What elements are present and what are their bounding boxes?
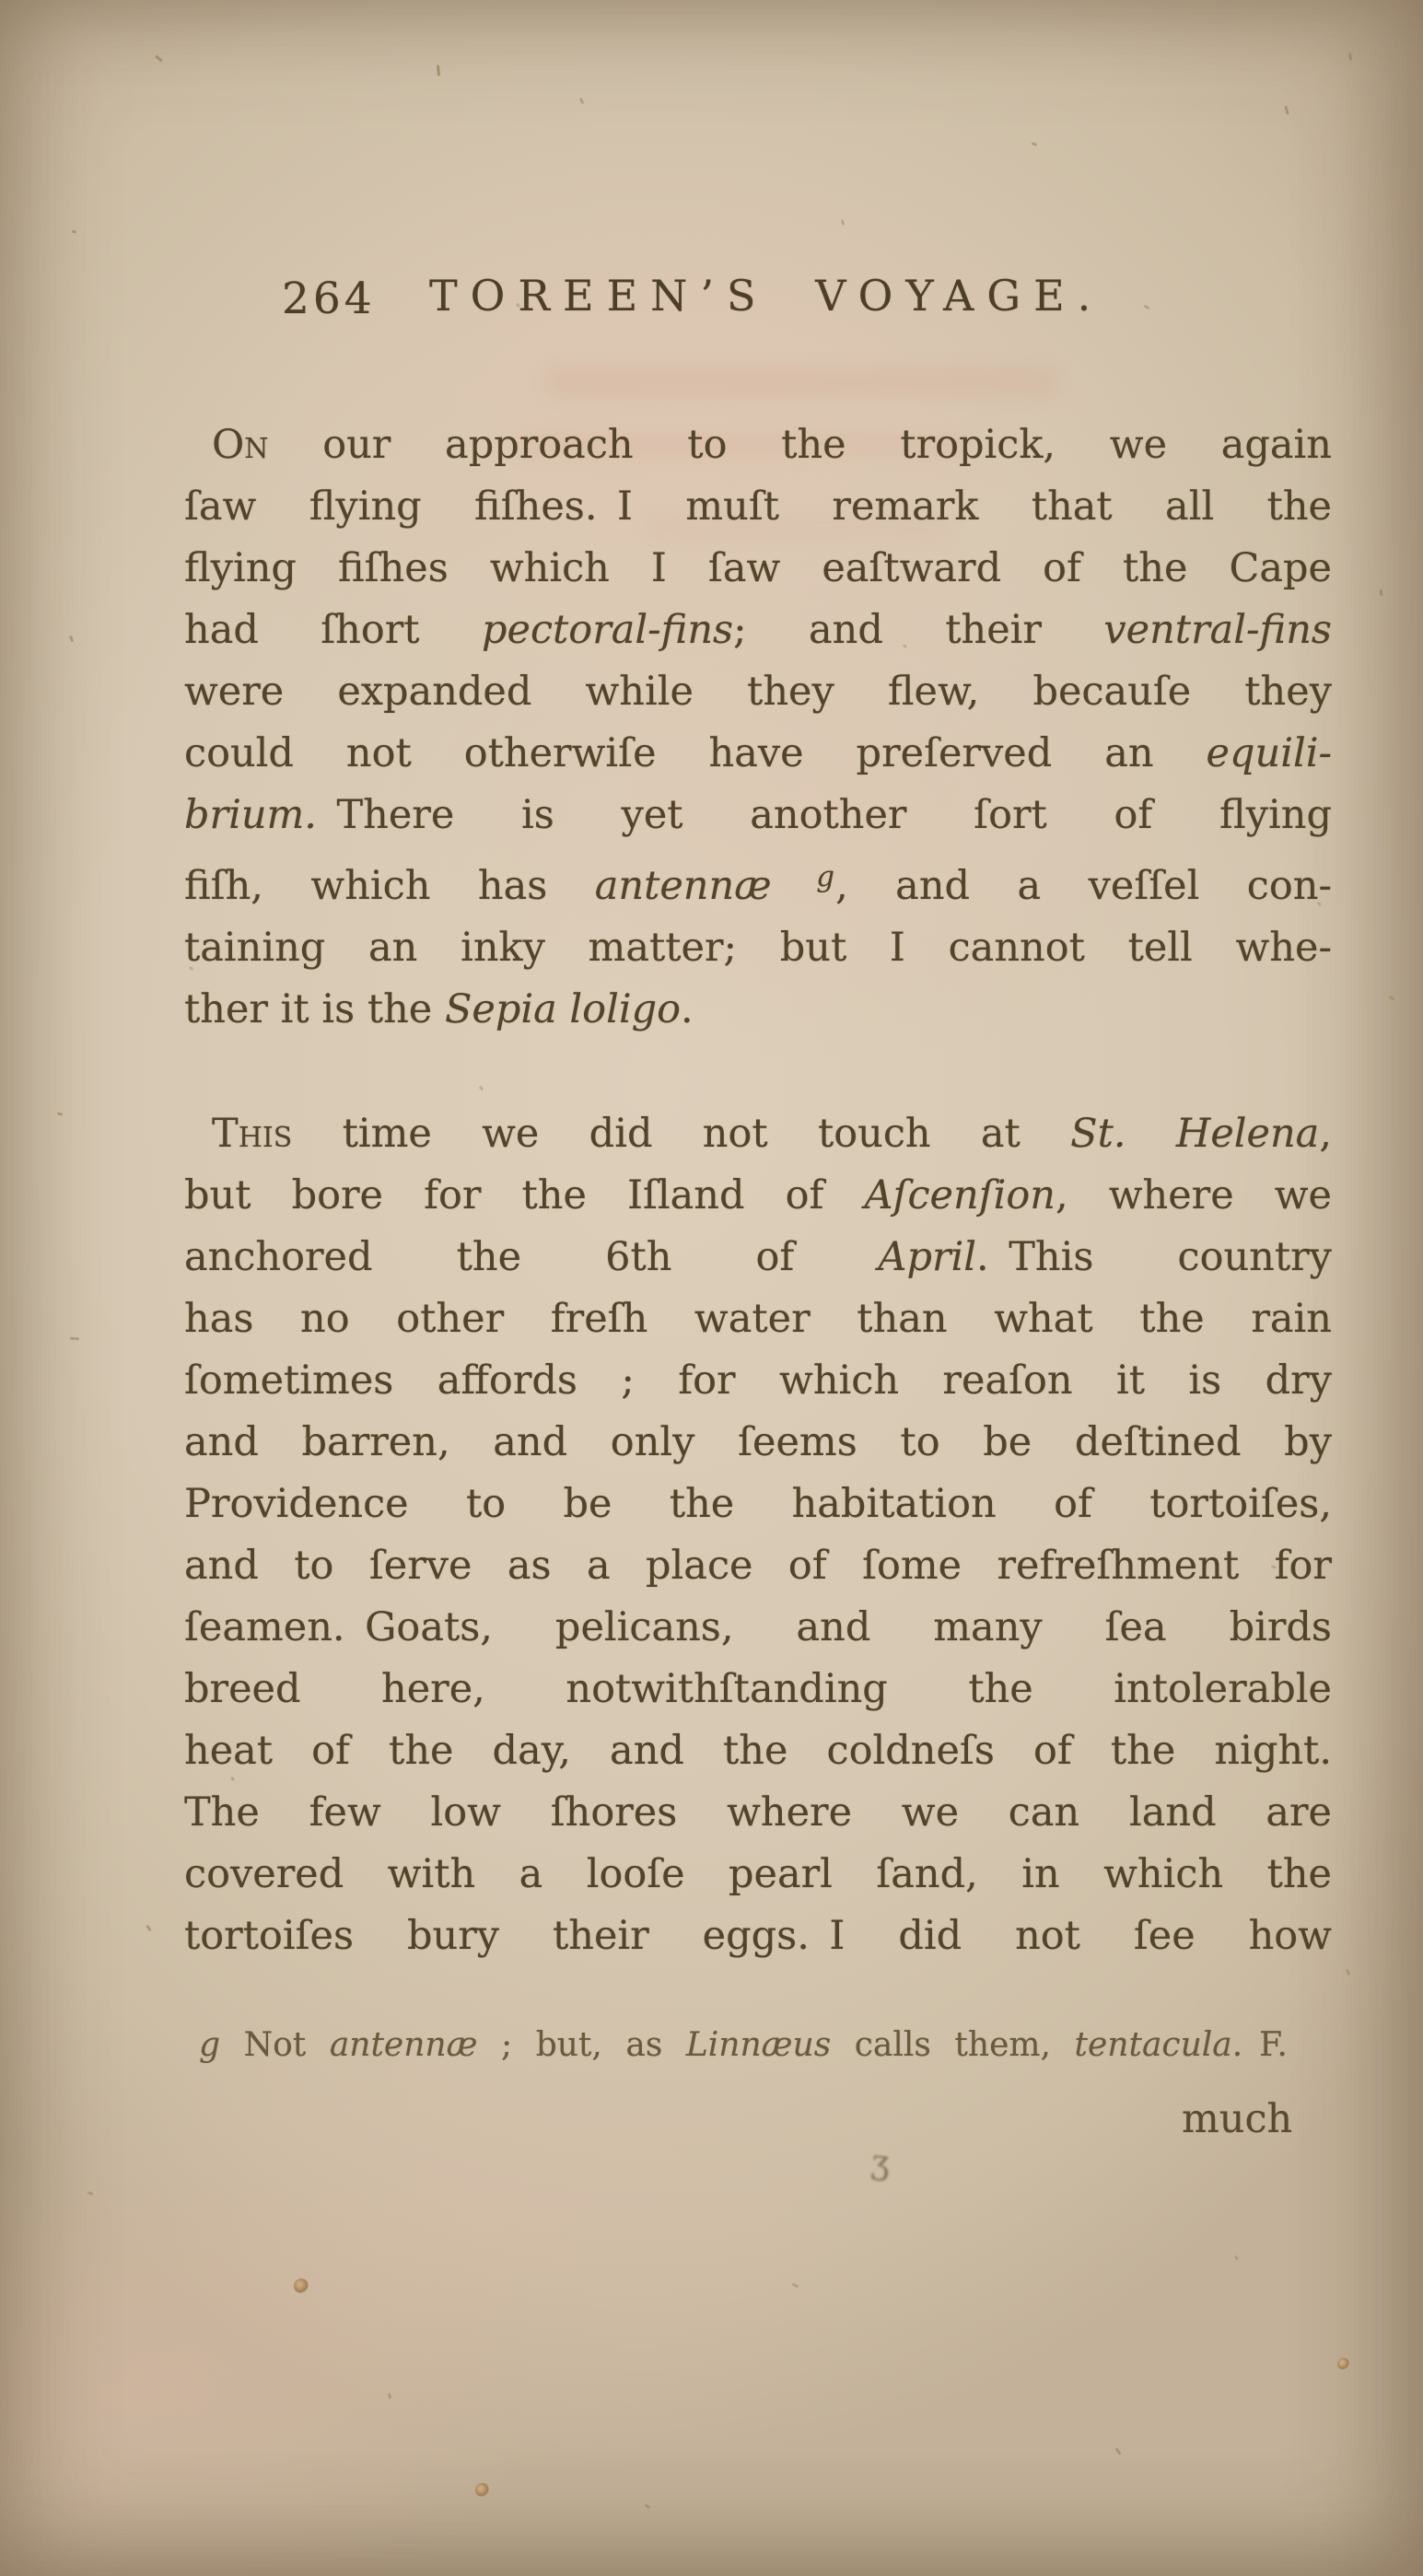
text-line xyxy=(184,414,1332,476)
paper-speck xyxy=(1346,1969,1350,1976)
text-line xyxy=(184,1288,1332,1350)
text-segment: taining an inky matter; but I cannot tell whe- xyxy=(184,925,1332,971)
paragraph xyxy=(184,1103,1332,1967)
paper-speck xyxy=(57,1112,64,1115)
text-segment: antennæ xyxy=(594,863,772,909)
text-segment: n xyxy=(244,422,269,468)
text-segment: O xyxy=(212,422,245,468)
paper-speck xyxy=(70,1337,79,1341)
text-segment: tentacula xyxy=(1074,2026,1232,2064)
text-segment: ; and their xyxy=(733,607,1104,653)
paper-speck xyxy=(1348,52,1352,60)
text-line xyxy=(184,476,1332,538)
text-line xyxy=(184,917,1332,979)
paper-speck xyxy=(1234,2255,1239,2261)
text-segment: g xyxy=(199,2026,244,2064)
text-segment: ſaw flying fiſhes. I muſt remark that all the xyxy=(184,484,1332,530)
text-segment: anchored the 6th of xyxy=(184,1234,879,1280)
text-segment: and barren, and only ſeems to be deſtined by xyxy=(184,1419,1332,1465)
text-line xyxy=(184,1782,1332,1844)
text-segment: heat of the day, and the coldneſs of the night. xyxy=(184,1728,1332,1774)
text-segment: fiſh, which has xyxy=(184,863,595,909)
text-segment: his xyxy=(238,1111,293,1157)
text-line xyxy=(184,785,1332,846)
text-segment: covered with a looſe pearl ſand, in which the xyxy=(184,1851,1332,1897)
text-segment: tortoiſes bury their eggs. I did not ſee how xyxy=(184,1913,1332,1959)
footnote-line xyxy=(199,2024,1288,2067)
text-segment: Linnæus xyxy=(685,2026,832,2064)
paragraph xyxy=(184,414,1332,1041)
text-segment: pectoral-fins xyxy=(481,607,734,653)
paper-spot xyxy=(475,2483,489,2497)
text-segment: T xyxy=(212,1111,239,1157)
text-segment: . F. xyxy=(1231,2026,1288,2064)
text-segment: Not xyxy=(243,2026,330,2064)
text-line xyxy=(184,538,1332,600)
text-line xyxy=(184,979,1332,1041)
text-segment: . xyxy=(681,986,694,1032)
text-segment: Sepia loligo xyxy=(444,986,681,1032)
text-segment: ther it is the xyxy=(184,986,445,1032)
text-line xyxy=(184,1412,1332,1474)
text-line xyxy=(184,1103,1332,1165)
text-segment: time we did not touch at xyxy=(292,1111,1071,1157)
paper-speck xyxy=(1379,589,1382,596)
text-segment: calls them, xyxy=(831,2026,1075,2064)
text-segment: , xyxy=(1319,1111,1332,1157)
text-segment: The few low ſhores where we can land are xyxy=(184,1789,1332,1836)
paper-speck xyxy=(841,219,846,226)
text-segment: Providence to be the habitation of tortoiſes, xyxy=(184,1481,1332,1527)
text-line xyxy=(184,1227,1332,1288)
text-line xyxy=(184,846,1332,917)
paper-speck xyxy=(155,54,163,62)
text-line xyxy=(184,1165,1332,1227)
paper-speck xyxy=(792,2282,799,2288)
paper-speck xyxy=(388,2393,391,2399)
show-through-mark xyxy=(543,367,1059,398)
text-segment: has no other freſh water than what the rain xyxy=(184,1296,1332,1342)
paper-speck xyxy=(578,98,584,105)
paper-speck xyxy=(1032,142,1038,146)
paper-spot xyxy=(294,2279,309,2293)
text-line xyxy=(184,1906,1332,1967)
paper-speck xyxy=(146,1925,151,1931)
text-segment: g xyxy=(771,860,836,893)
text-segment: could not otherwiſe have preſerved an xyxy=(184,730,1207,776)
paper-speck xyxy=(72,230,76,234)
paper-speck xyxy=(437,64,440,76)
text-line xyxy=(184,1474,1332,1535)
text-line xyxy=(184,1844,1332,1906)
text-segment: ſometimes affords ; for which reaſon it is dry xyxy=(184,1358,1332,1404)
text-line xyxy=(184,1659,1332,1720)
paper-speck xyxy=(1114,2447,1121,2454)
text-segment: April xyxy=(878,1234,977,1280)
paper-speck xyxy=(1144,305,1150,310)
text-line xyxy=(184,600,1332,661)
text-segment: ; but, as xyxy=(477,2026,686,2064)
text-segment: ventral-fins xyxy=(1103,607,1332,653)
text-segment: . This country xyxy=(976,1234,1332,1280)
ink-smudge-mark: ʒ xyxy=(869,2143,892,2183)
text-line xyxy=(184,1720,1332,1782)
text-segment: but bore for the Iſland of xyxy=(184,1172,865,1218)
text-line xyxy=(184,1535,1332,1597)
text-segment: and to ſerve as a place of ſome refreſhment for xyxy=(184,1543,1332,1589)
paper-speck xyxy=(1389,996,1395,1001)
text-segment: breed here, notwithſtanding the intolerable xyxy=(184,1666,1332,1712)
text-segment: St. Helena xyxy=(1070,1111,1320,1157)
text-segment: had ſhort xyxy=(184,607,482,653)
paper-speck xyxy=(69,635,74,643)
text-segment: flying fiſhes which I ſaw eaſtward of the Cape xyxy=(184,545,1332,591)
text-segment: , and a veſſel con- xyxy=(835,863,1332,909)
text-block xyxy=(184,414,1332,1967)
text-segment: our approach to the tropick, we again xyxy=(268,422,1332,468)
text-segment: , where we xyxy=(1055,1172,1332,1218)
page-number: 264 xyxy=(282,274,376,324)
text-segment: Aſcenſion xyxy=(864,1172,1056,1218)
catchword: much xyxy=(1182,2096,1293,2142)
text-segment: brium. xyxy=(184,792,317,838)
text-segment: were expanded while they flew, becauſe they xyxy=(184,669,1332,715)
text-line xyxy=(184,723,1332,785)
paper-spot xyxy=(1337,2358,1349,2370)
paper-speck xyxy=(87,2191,94,2196)
paper-speck xyxy=(645,2504,651,2510)
running-title: TOREEN’S VOYAGE. xyxy=(429,271,1104,321)
text-segment: equili- xyxy=(1206,730,1332,776)
text-line xyxy=(184,1597,1332,1659)
paper-speck xyxy=(1284,105,1289,114)
text-segment: There is yet another ſort of flying xyxy=(316,792,1332,838)
text-line xyxy=(184,1350,1332,1412)
text-segment: ſeamen. Goats, pelicans, and many ſea birds xyxy=(184,1604,1332,1650)
text-line xyxy=(184,661,1332,723)
text-segment: antennæ xyxy=(329,2026,478,2064)
